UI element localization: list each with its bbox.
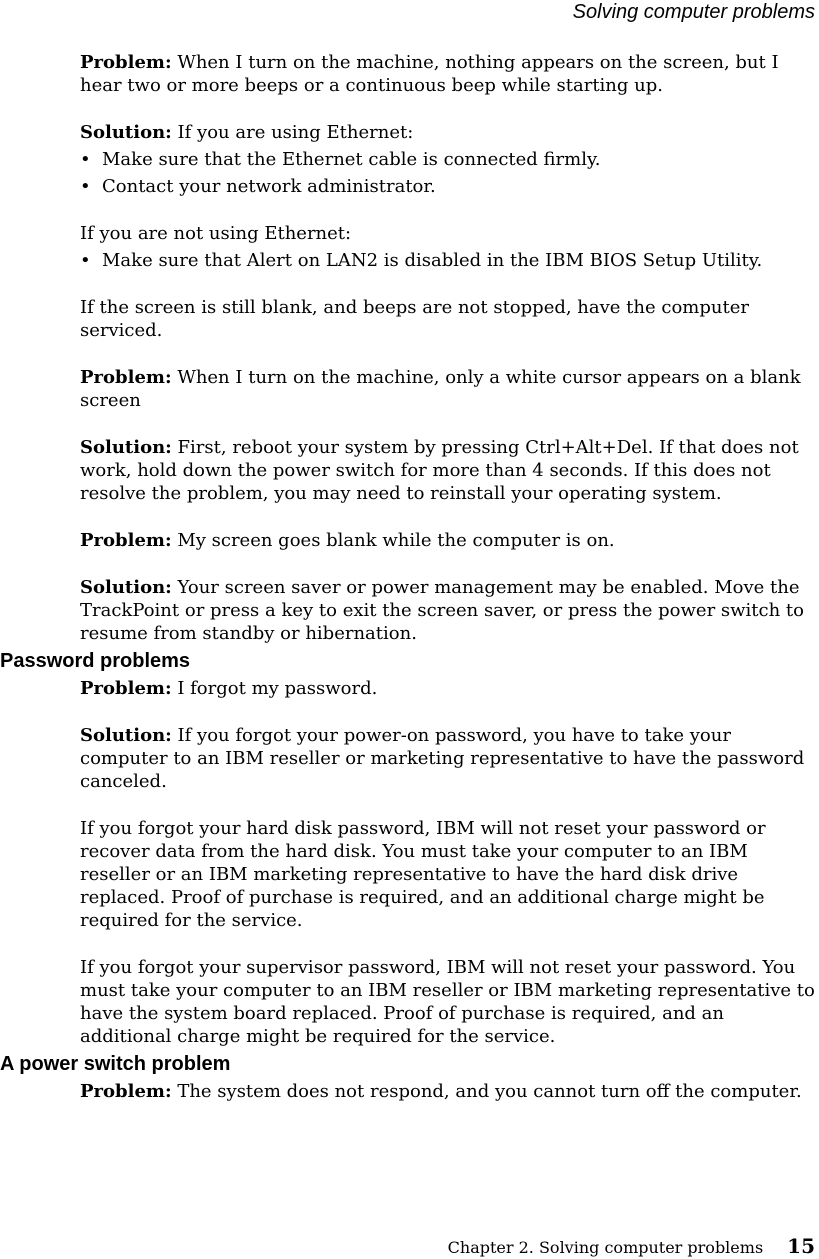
solution-label: Solution: — [80, 725, 172, 746]
not-ethernet-paragraph: If you are not using Ethernet: — [80, 223, 352, 244]
chapter-title: Chapter 2. Solving computer problems — [447, 1238, 764, 1257]
hard-disk-password-paragraph: If you forgot your hard disk password, IBM will not reset your password or recover data from the hard disk. You must take your computer to an IBM reseller or an IBM marketing representative to have the hard disk drive replaced. Proof of purchase is required, and an additional charge might be required for the service. — [80, 818, 766, 931]
running-head: Solving computer problems — [572, 1, 815, 23]
solution-paragraph — [80, 576, 818, 645]
still-blank-paragraph: If the screen is still blank, and beeps are not stopped, have the computer serviced. — [80, 297, 749, 341]
problem-label: Problem: — [80, 367, 172, 388]
problem-text: The system does not respond, and you cannot turn off the computer. — [171, 1081, 802, 1102]
page-number: 15 — [787, 1234, 815, 1258]
solution-text: Your screen saver or power management may be enabled. Move the TrackPoint or press a key to exit the screen saver, or press the power switch to resume from standby or hibernation. — [80, 577, 804, 644]
solution-label: Solution: — [80, 577, 172, 598]
problem-paragraph — [80, 677, 818, 700]
problem-label: Problem: — [80, 52, 172, 73]
problem-text: When I turn on the machine, only a white cursor appears on a blank screen — [80, 367, 801, 411]
solution-paragraph — [80, 121, 818, 144]
list-item: • Make sure that Alert on LAN2 is disabled in the IBM BIOS Setup Utility. — [80, 249, 818, 272]
problem-text: I forgot my password. — [171, 678, 378, 699]
solution-paragraph — [80, 724, 818, 793]
list-item: • Make sure that the Ethernet cable is connected firmly. — [80, 148, 818, 171]
solution-text: If you forgot your power-on password, you have to take your computer to an IBM reseller or marketing representative to have the password canceled. — [80, 725, 805, 792]
problem-label: Problem: — [80, 678, 172, 699]
solution-text: First, reboot your system by pressing Ctrl+Alt+Del. If that does not work, hold down the power switch for more than 4 seconds. If this does not resolve the problem, you may need to reinstall your operating system. — [80, 437, 799, 504]
supervisor-password-paragraph: If you forgot your supervisor password, IBM will not reset your password. You must take your computer to an IBM reseller or IBM marketing representative to have the system board replaced. Proof of purchase is required, and an additional charge might be required for the service. — [80, 957, 815, 1047]
problem-text: When I turn on the machine, nothing appears on the screen, but I hear two or more beeps or a continuous beep while starting up. — [80, 52, 779, 96]
problem-label: Problem: — [80, 1081, 172, 1102]
problem-paragraph — [80, 366, 818, 412]
problem-label: Problem: — [80, 530, 172, 551]
problem-paragraph — [80, 1080, 818, 1103]
list-item: • Contact your network administrator. — [80, 175, 818, 198]
solution-label: Solution: — [80, 122, 172, 143]
section-heading-power-switch: A power switch problem — [0, 1053, 231, 1075]
page-content — [0, 51, 818, 1127]
problem-paragraph — [80, 51, 818, 97]
problem-paragraph — [80, 529, 818, 552]
page-footer — [448, 1235, 815, 1259]
not-ethernet-bullet-list — [80, 249, 818, 272]
ethernet-bullet-list — [80, 148, 818, 198]
solution-text: If you are using Ethernet: — [171, 122, 414, 143]
problem-text: My screen goes blank while the computer is on. — [171, 530, 615, 551]
solution-label: Solution: — [80, 437, 172, 458]
section-heading-password: Password problems — [0, 650, 191, 672]
solution-paragraph — [80, 436, 818, 505]
